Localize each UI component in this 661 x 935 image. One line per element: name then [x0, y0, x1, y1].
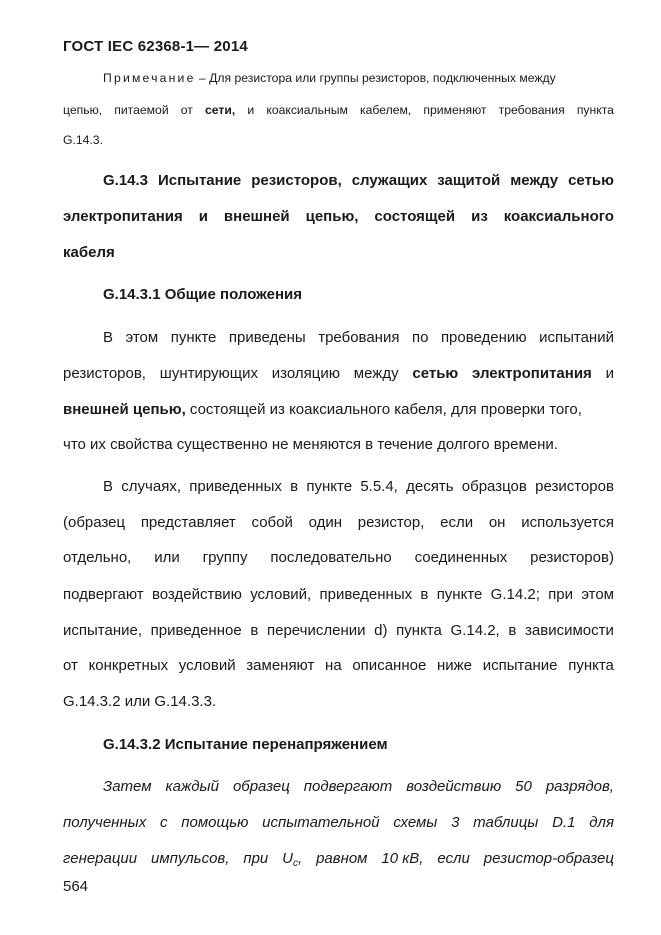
word: подвергают — [303, 778, 393, 795]
word: каждый — [165, 778, 219, 795]
word: для — [589, 814, 614, 831]
word: если — [440, 514, 474, 531]
word: пункте — [436, 586, 483, 603]
word: отдельно, — [63, 549, 132, 566]
note-word: применяют — [423, 103, 487, 117]
word: (образец — [63, 514, 126, 531]
paragraph-1-line-3 — [63, 401, 614, 418]
word: 3 — [451, 814, 460, 831]
paragraph-2-line-1 — [63, 478, 614, 495]
word: пункта — [568, 657, 614, 674]
heading-word: из — [471, 208, 488, 225]
word: случаях, — [121, 478, 181, 495]
heading-word: Испытание — [157, 172, 242, 189]
word: d) — [374, 622, 388, 639]
word: конкретных — [88, 657, 169, 674]
term-external-circuit: внешней цепью, — [63, 401, 186, 418]
word: между — [353, 365, 399, 382]
section-heading-line-2 — [63, 208, 614, 225]
heading-word: между — [510, 172, 559, 189]
word: пункте — [306, 478, 353, 495]
word: условий — [178, 657, 236, 674]
word: по — [411, 329, 429, 346]
word: этом — [581, 586, 614, 603]
note-word: коаксиальным — [266, 103, 348, 117]
voltage-symbol-main: U — [282, 850, 293, 867]
word: импульсов, — [151, 850, 230, 867]
word: десять — [406, 478, 454, 495]
paragraph-3-line-3 — [63, 850, 614, 867]
heading-word: цепью, — [305, 208, 359, 225]
heading-word: служащих — [351, 172, 428, 189]
note-line-1 — [63, 71, 614, 85]
word: он — [488, 514, 506, 531]
voltage-symbol — [282, 850, 302, 867]
word: подвергают — [63, 586, 144, 603]
voltage-symbol-comma: , — [298, 850, 303, 867]
paragraph-3-line-1 — [63, 778, 614, 795]
paragraph-2-line-7: G.14.3.2 или G.14.3.3. — [63, 693, 217, 710]
note-word: цепью, — [63, 103, 103, 117]
word: образцов — [461, 478, 527, 495]
heading-word: и — [198, 208, 208, 225]
note-word: требования — [498, 103, 565, 117]
word: или — [154, 549, 180, 566]
word: если — [437, 850, 470, 867]
word: условий, — [250, 586, 312, 603]
word: Затем — [103, 778, 152, 795]
word: от — [63, 657, 78, 674]
term-mains: сетью — [412, 365, 459, 382]
word: D.1 — [552, 814, 576, 831]
paragraph-2-line-3 — [63, 549, 614, 566]
word: G.14.2; — [490, 586, 540, 603]
heading-word: коаксиального — [503, 208, 614, 225]
heading-word: резисторов, — [251, 172, 342, 189]
word: G.14.2, — [450, 622, 500, 639]
word: этом — [125, 329, 159, 346]
word: ниже — [436, 657, 473, 674]
word: полученных — [63, 814, 147, 831]
heading-word: состоящей — [374, 208, 456, 225]
word: схемы — [393, 814, 438, 831]
word: воздействию — [406, 778, 502, 795]
word: используется — [521, 514, 614, 531]
term-power-supply: электропитания — [472, 365, 592, 382]
word: представляет — [140, 514, 236, 531]
heading-word: G.14.3 — [103, 172, 149, 189]
word: генерации — [63, 850, 138, 867]
note-line1-text: – Для резистора или группы резисторов, подключенных между — [195, 71, 556, 85]
word: последовательно — [270, 549, 392, 566]
note-word: и — [247, 103, 255, 117]
word: пункта — [396, 622, 442, 639]
word: изоляцию — [271, 365, 340, 382]
word: в — [250, 622, 259, 639]
word: в — [290, 478, 299, 495]
word: перечислении — [267, 622, 366, 639]
word: в — [420, 586, 429, 603]
word: с — [159, 814, 168, 831]
heading-word: защитой — [437, 172, 501, 189]
note-word: от — [180, 103, 193, 117]
word: приведенное — [150, 622, 242, 639]
heading-word: электропитания — [63, 208, 183, 225]
word: заменяют — [246, 657, 315, 674]
word: таблицы — [473, 814, 539, 831]
word: воздействию — [151, 586, 242, 603]
word: испытаний — [539, 329, 614, 346]
note-word: пункта — [576, 103, 614, 117]
paragraph-1-line-1 — [63, 329, 614, 346]
paragraph-2-line-2 — [63, 514, 614, 531]
subsection-2-title: G.14.3.2 Испытание перенапряжением — [103, 736, 388, 753]
word: помощью — [181, 814, 249, 831]
note-label: Примечание — [103, 71, 196, 85]
word: на — [325, 657, 342, 674]
word: группу — [202, 549, 248, 566]
paragraph-1-line-4: что их свойства существенно не меняются в течение долгого времени. — [63, 436, 558, 453]
word: резисторов — [535, 478, 614, 495]
word: 10 кВ, — [381, 850, 424, 867]
section-heading-line-1 — [63, 172, 614, 189]
word: описанное — [352, 657, 427, 674]
heading-word: внешней — [223, 208, 290, 225]
word: резистор, — [357, 514, 425, 531]
paragraph-2-line-6 — [63, 657, 614, 674]
word: испытание — [482, 657, 558, 674]
note-line-2 — [63, 103, 614, 117]
word: один — [308, 514, 343, 531]
voltage-symbol-subscript: c — [293, 858, 298, 869]
word: равном — [316, 850, 368, 867]
word: резисторов, — [63, 365, 146, 382]
word: В — [103, 478, 114, 495]
word: испытание, — [63, 622, 142, 639]
word: 5.5.4, — [360, 478, 398, 495]
subsection-1-title: G.14.3.1 Общие положения — [103, 286, 302, 303]
word: приведенных — [189, 478, 282, 495]
word: собой — [251, 514, 293, 531]
paragraph-1-line-3-text: состоящей из коаксиального кабеля, для проверки того, — [185, 401, 582, 418]
word: требования — [318, 329, 400, 346]
note-line-3: G.14.3. — [63, 133, 103, 147]
word: приведенных — [319, 586, 413, 603]
paragraph-2-line-4 — [63, 586, 614, 603]
note-word: питаемой — [114, 103, 169, 117]
page-number: 564 — [63, 878, 89, 895]
word: приведены — [228, 329, 306, 346]
word: при — [548, 586, 574, 603]
word: 50 — [515, 778, 532, 795]
document-header: ГОСТ IEC 62368-1— 2014 — [63, 38, 248, 55]
note-term-mains: сети, — [205, 103, 236, 117]
word: шунтирующих — [159, 365, 258, 382]
heading-word: сетью — [568, 172, 614, 189]
word: зависимости — [525, 622, 614, 639]
word: В — [103, 329, 114, 346]
paragraph-1-line-2 — [63, 365, 614, 382]
word: и — [605, 365, 614, 382]
word: разрядов, — [545, 778, 614, 795]
word: резисторов) — [530, 549, 614, 566]
word: испытательной — [262, 814, 380, 831]
paragraph-3-line-2 — [63, 814, 614, 831]
word: при — [243, 850, 269, 867]
word: образец — [232, 778, 290, 795]
paragraph-2-line-5 — [63, 622, 614, 639]
word: соединенных — [414, 549, 508, 566]
word: в — [508, 622, 517, 639]
word: пункте — [170, 329, 217, 346]
word: проведению — [440, 329, 527, 346]
section-heading-line-3: кабеля — [63, 244, 115, 261]
note-word: кабелем, — [360, 103, 412, 117]
word: резистор-образец — [483, 850, 614, 867]
